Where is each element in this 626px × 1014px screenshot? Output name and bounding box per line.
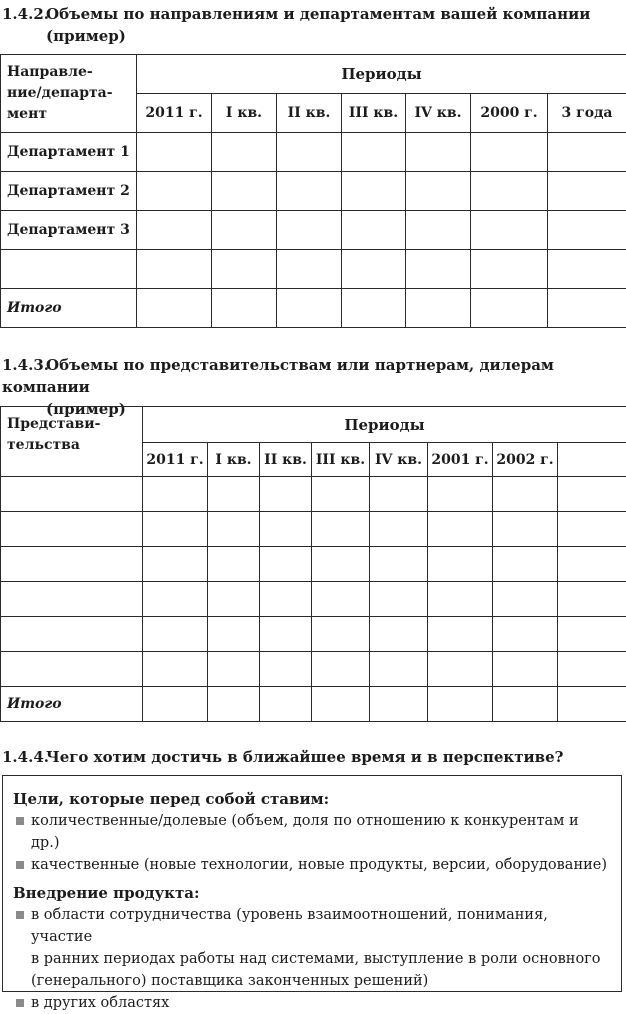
row-header-cell: Направле- ние/департа- мент	[1, 55, 137, 133]
section-1-title-cont: (пример)	[2, 25, 622, 47]
section-1-number: 1.4.2.	[2, 3, 46, 25]
implementation-title: Внедрение продукта:	[13, 882, 611, 904]
column-header: 2002 г.	[493, 443, 558, 477]
implementation-list	[13, 904, 611, 1014]
column-header: 2011 г.	[137, 94, 212, 133]
column-header: 2001 г.	[428, 443, 493, 477]
row-label: Департамент 1	[1, 133, 137, 172]
table-row	[1, 617, 626, 652]
row-label: Департамент 2	[1, 172, 137, 211]
table-row	[1, 250, 626, 289]
goals-title: Цели, которые перед собой ставим:	[13, 788, 611, 810]
table-row	[1, 477, 626, 512]
column-header: I кв.	[212, 94, 277, 133]
column-header: IV кв.	[406, 94, 471, 133]
table-row	[1, 133, 626, 172]
representatives-volume-table	[0, 406, 626, 722]
total-label: Итого	[1, 687, 143, 722]
square-bullet-icon	[16, 817, 24, 825]
total-row	[1, 687, 626, 722]
list-item: в области сотрудничества (уровень взаимоотношений, понимания, участие в ранних периодах работы над системами, выступление в роли основного (генерального) поставщика законченных решений)	[13, 904, 611, 992]
list-item: в других областях	[13, 992, 611, 1014]
column-header: III кв.	[342, 94, 406, 133]
square-bullet-icon	[16, 999, 24, 1007]
section-2-number: 1.4.3.	[2, 354, 46, 376]
table-row	[1, 652, 626, 687]
column-header: IV кв.	[370, 443, 428, 477]
goals-box	[2, 775, 622, 992]
departments-volume-table	[0, 54, 626, 328]
square-bullet-icon	[16, 861, 24, 869]
row-header-cell: Представи- тельства	[1, 407, 143, 477]
column-header: 2011 г.	[143, 443, 208, 477]
column-header: 2000 г.	[471, 94, 548, 133]
list-item: количественные/долевые (объем, доля по отношению к конкурентам и др.)	[13, 810, 611, 854]
section-2-title: Объемы по представительствам или партнерам, дилерам компании	[2, 356, 554, 396]
column-header: II кв.	[260, 443, 312, 477]
section-3-number: 1.4.4.	[2, 746, 46, 768]
row-label	[1, 250, 137, 289]
column-header: II кв.	[277, 94, 342, 133]
square-bullet-icon	[16, 911, 24, 919]
total-label: Итого	[1, 289, 137, 328]
table-row	[1, 172, 626, 211]
table-row	[1, 512, 626, 547]
row-label: Департамент 3	[1, 211, 137, 250]
section-1-heading	[2, 3, 622, 47]
periods-header: Периоды	[143, 407, 626, 443]
section-3-title: Чего хотим достичь в ближайшее время и в перспективе?	[46, 748, 563, 766]
table-row	[1, 547, 626, 582]
table-row	[1, 211, 626, 250]
section-1-title: Объемы по направлениям и департаментам вашей компании	[46, 5, 590, 23]
list-item: качественные (новые технологии, новые продукты, версии, оборудование)	[13, 854, 611, 876]
goals-list	[13, 810, 611, 876]
section-2-title-cont: (пример)	[2, 398, 622, 420]
total-row	[1, 289, 626, 328]
column-header: III кв.	[312, 443, 370, 477]
table-row	[1, 582, 626, 617]
column-header: 3 года	[548, 94, 626, 133]
periods-header: Периоды	[137, 55, 626, 94]
column-header: I кв.	[208, 443, 260, 477]
section-3-heading	[2, 746, 622, 768]
